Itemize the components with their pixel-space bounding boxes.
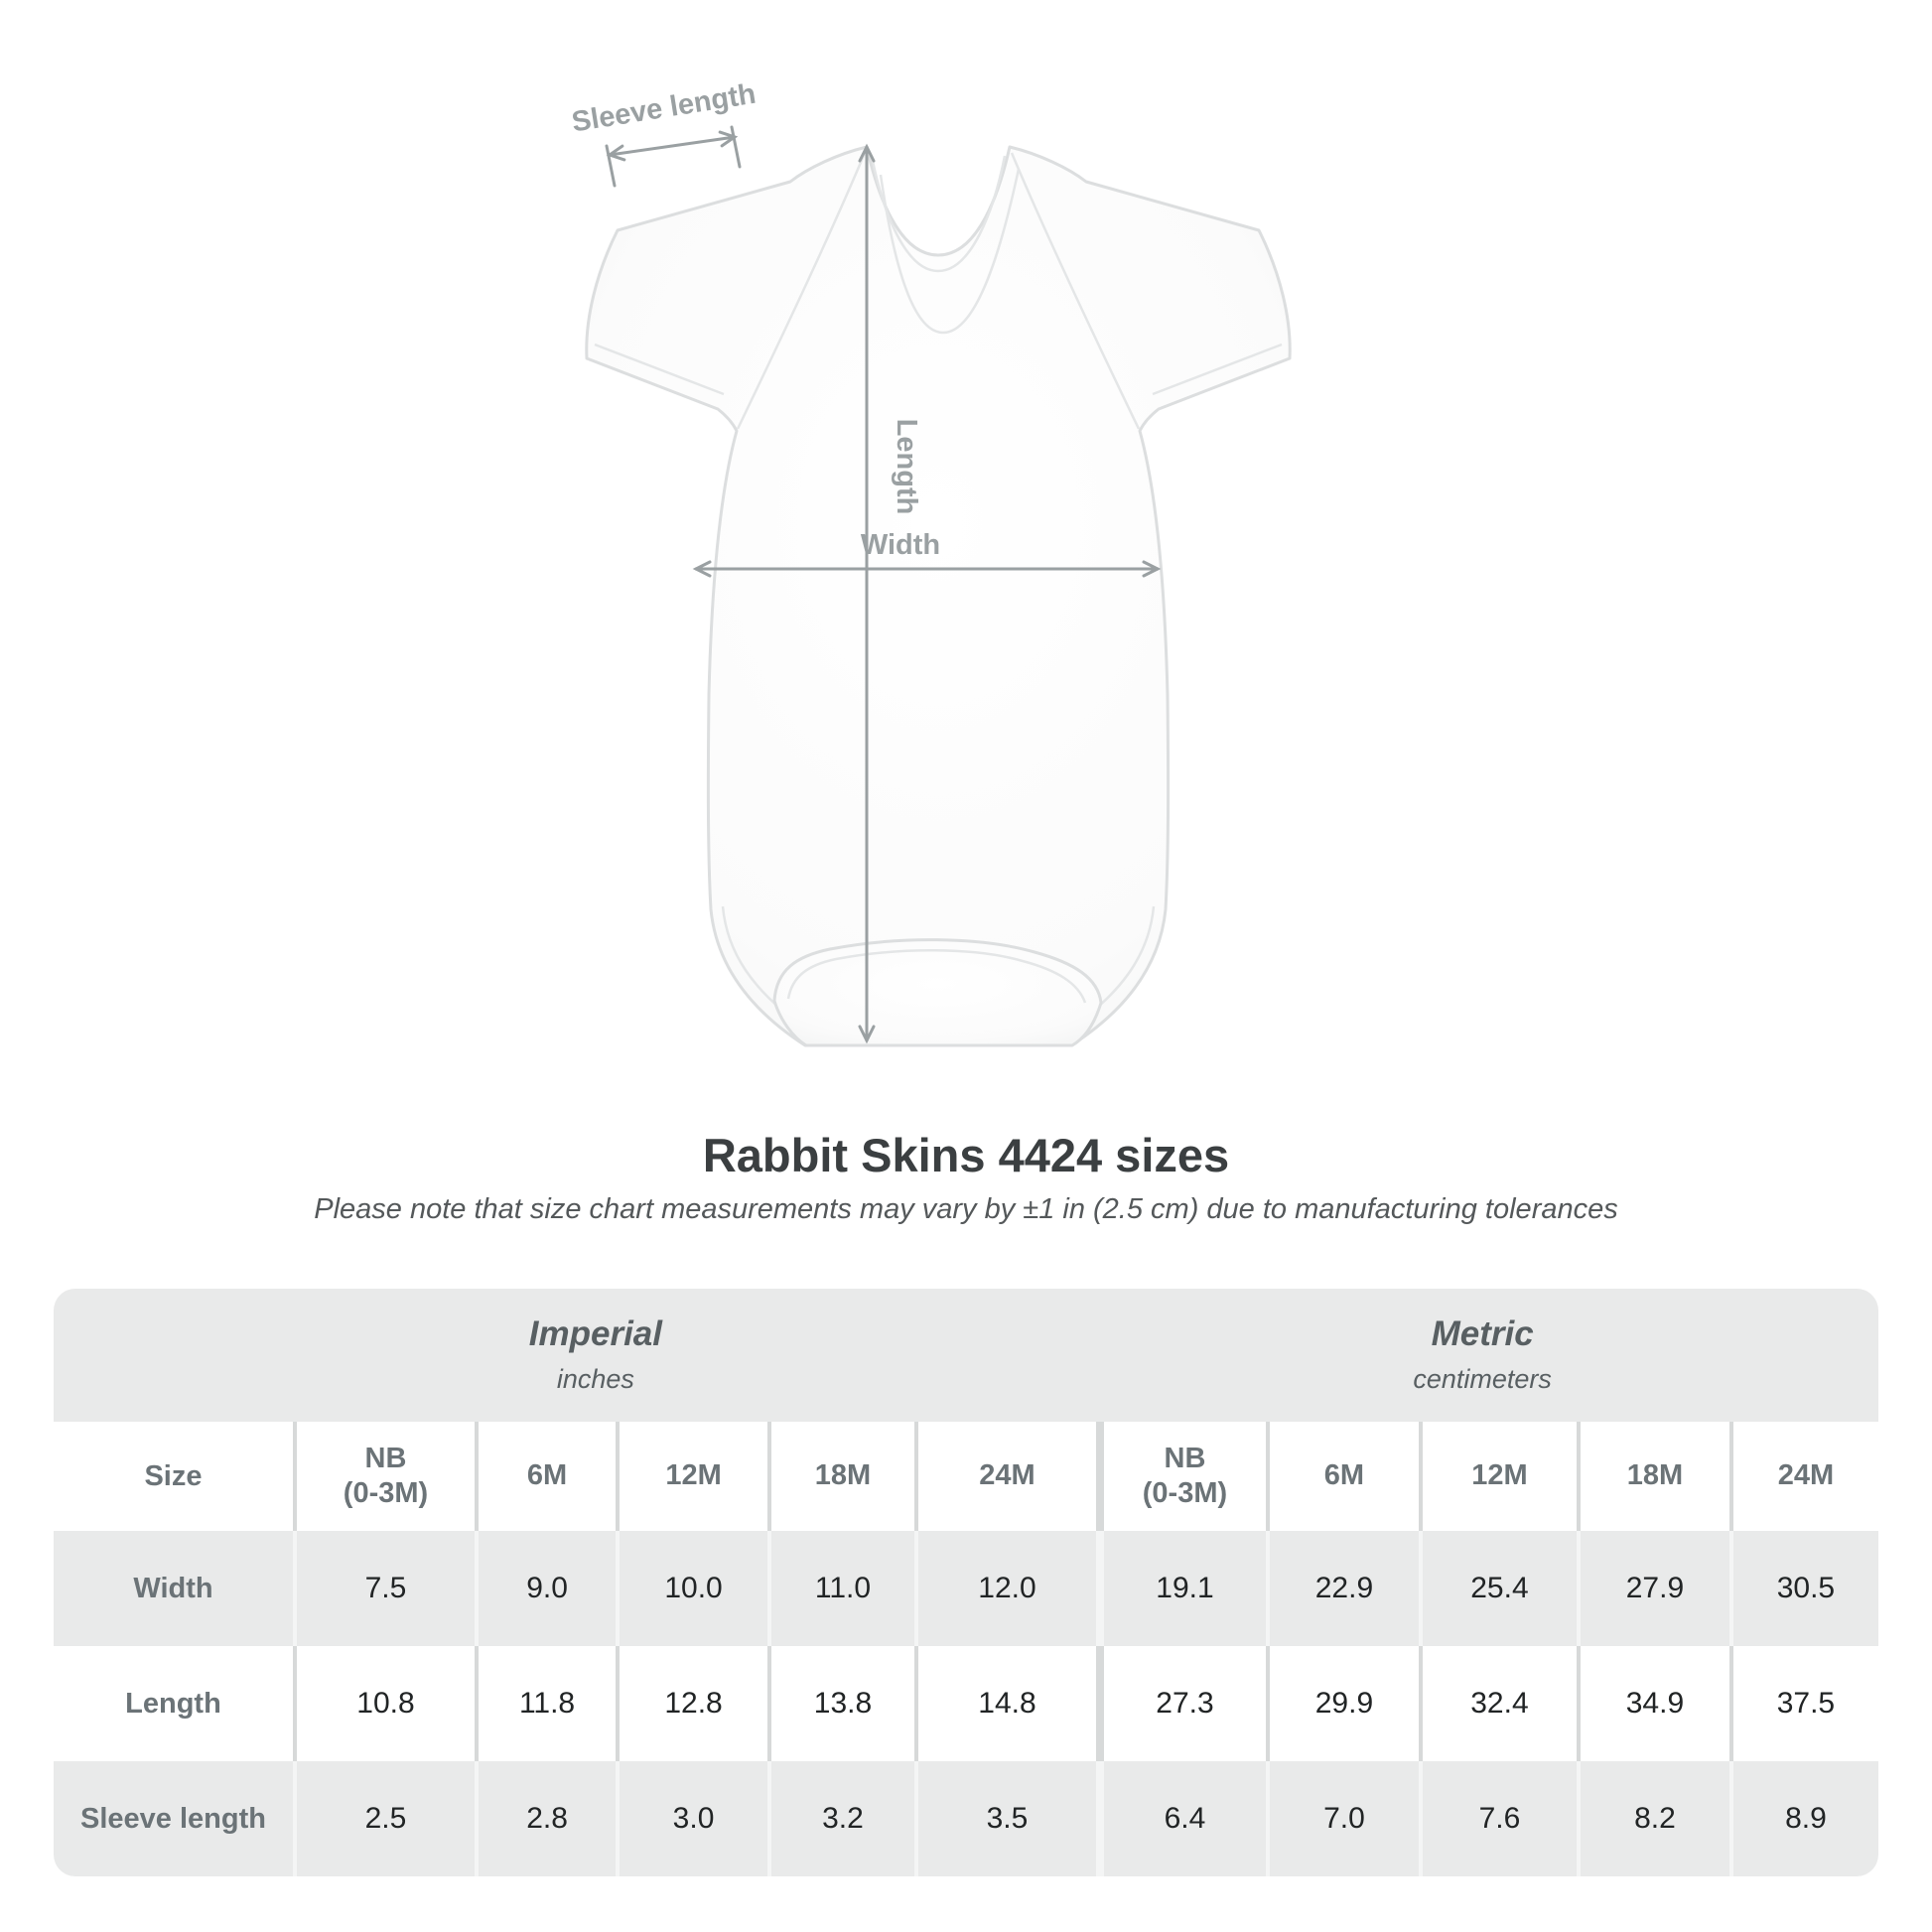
value-cell: 11.8 — [475, 1646, 616, 1761]
metric-group-unit: centimeters — [1413, 1364, 1552, 1394]
value-cell: 32.4 — [1419, 1646, 1577, 1761]
table-header-row — [54, 1422, 1878, 1531]
value-cell: 14.8 — [914, 1646, 1096, 1761]
row-label-cell: Length — [125, 1687, 221, 1720]
value-cell: 13.8 — [767, 1646, 914, 1761]
sleeve-length-arrow — [610, 137, 735, 155]
value-cell: 30.5 — [1729, 1531, 1878, 1646]
value-cell: 2.5 — [293, 1761, 475, 1876]
column-header-sub: (0-3M) — [1142, 1477, 1228, 1509]
value-cell: 9.0 — [475, 1531, 616, 1646]
column-header-cell — [475, 1422, 616, 1531]
size-table — [54, 1289, 1878, 1876]
value-cell: 10.0 — [616, 1531, 767, 1646]
width-label: Width — [860, 529, 941, 561]
column-header-cell — [1729, 1422, 1878, 1531]
column-header-cell — [1419, 1422, 1577, 1531]
length-label: Length — [891, 418, 922, 515]
bodysuit-graphic — [587, 147, 1290, 1045]
column-header-cell — [293, 1422, 475, 1531]
column-header-label: 12M — [665, 1459, 722, 1492]
value-cell: 25.4 — [1419, 1531, 1577, 1646]
column-header-label: 6M — [526, 1459, 568, 1492]
column-header-label: 24M — [979, 1459, 1035, 1492]
unit-group-band — [54, 1289, 1878, 1422]
value-cell: 3.5 — [914, 1761, 1096, 1876]
imperial-group-label: Imperial — [528, 1314, 662, 1353]
metric-group-label: Metric — [1431, 1314, 1534, 1353]
metric-group-header — [1413, 1314, 1552, 1395]
column-header-cell — [616, 1422, 767, 1531]
column-header-cell — [914, 1422, 1096, 1531]
value-cell: 27.9 — [1577, 1531, 1729, 1646]
column-header-label: 18M — [1626, 1459, 1684, 1492]
value-cell: 34.9 — [1577, 1646, 1729, 1761]
sleeve-length-label: Sleeve length — [569, 77, 759, 139]
value-cell: 8.2 — [1577, 1761, 1729, 1876]
sleeve-length-annotation — [570, 78, 759, 186]
row-label-cell: Sleeve length — [79, 1802, 266, 1835]
column-header-cell — [1266, 1422, 1419, 1531]
value-cell: 37.5 — [1729, 1646, 1878, 1761]
sleeve-length-tick-right — [732, 127, 740, 167]
value-cell: 6.4 — [1096, 1761, 1266, 1876]
page-title: Rabbit Skins 4424 sizes — [702, 1129, 1230, 1181]
bodysuit-outline — [587, 147, 1290, 1045]
value-cell: 29.9 — [1266, 1646, 1419, 1761]
value-cell: 7.0 — [1266, 1761, 1419, 1876]
column-header-label: NB — [364, 1442, 407, 1474]
column-header-label: 24M — [1777, 1459, 1835, 1492]
column-header-cell — [1096, 1422, 1266, 1531]
table-row — [54, 1646, 1878, 1761]
column-header-cell — [1577, 1422, 1729, 1531]
value-cell: 7.5 — [293, 1531, 475, 1646]
sleeve-length-tick-left — [607, 146, 615, 186]
imperial-group-unit: inches — [556, 1364, 634, 1394]
tolerance-note: Please note that size chart measurements may vary by ±1 in (2.5 cm) due to manufacturing tolerances — [314, 1193, 1618, 1225]
value-cell: 12.8 — [616, 1646, 767, 1761]
value-cell: 8.9 — [1729, 1761, 1878, 1876]
column-header-label: NB — [1164, 1442, 1206, 1474]
value-cell: 3.2 — [767, 1761, 914, 1876]
column-header-sub: (0-3M) — [343, 1477, 429, 1509]
row-label-cell: Width — [133, 1572, 213, 1604]
value-cell: 11.0 — [767, 1531, 914, 1646]
size-diagram — [477, 60, 1410, 1092]
value-cell: 19.1 — [1096, 1531, 1266, 1646]
column-header-label: 6M — [1323, 1459, 1365, 1492]
table-row — [54, 1531, 1878, 1646]
value-cell: 22.9 — [1266, 1531, 1419, 1646]
column-header-label: 18M — [814, 1459, 872, 1492]
value-cell: 27.3 — [1096, 1646, 1266, 1761]
column-header-cell — [767, 1422, 914, 1531]
size-header-cell: Size — [144, 1459, 203, 1492]
value-cell: 7.6 — [1419, 1761, 1577, 1876]
imperial-group-header — [529, 1314, 662, 1395]
value-cell: 10.8 — [293, 1646, 475, 1761]
value-cell: 3.0 — [616, 1761, 767, 1876]
table-row — [54, 1761, 1878, 1876]
value-cell: 2.8 — [475, 1761, 616, 1876]
value-cell: 12.0 — [914, 1531, 1096, 1646]
column-header-label: 12M — [1471, 1459, 1528, 1492]
